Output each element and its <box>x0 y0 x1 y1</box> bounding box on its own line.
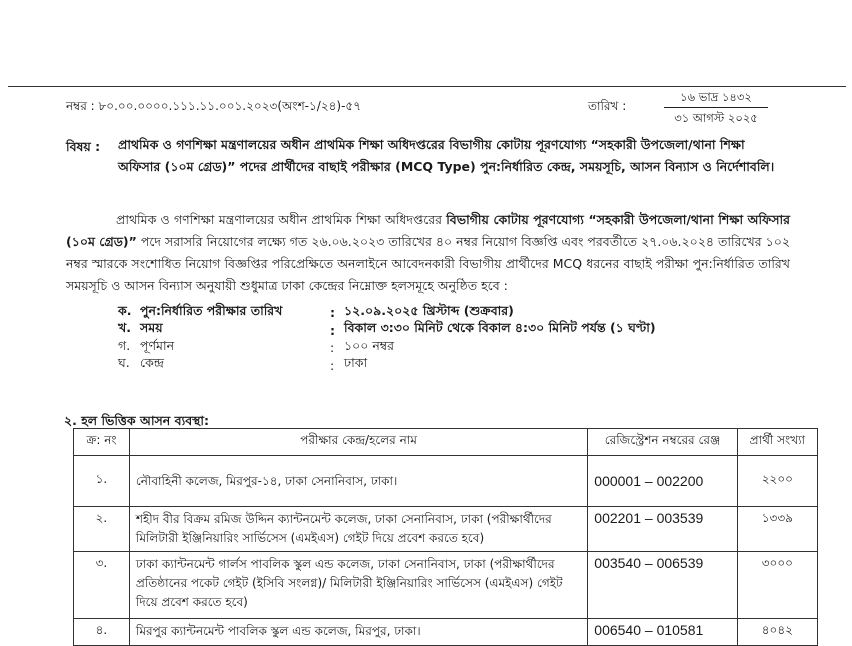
schedule-key: গ. <box>118 337 131 353</box>
schedule-key: খ. <box>118 320 131 336</box>
row-hall-name: নৌবাহিনী কলেজ, মিরপুর-১৪, ঢাকা সেনানিবাস, ঢাকা। <box>129 456 587 507</box>
row-reg-range: 000001 – 002200 <box>588 456 737 507</box>
intro-part2: পদে সরাসরি নিয়োগের লক্ষ্যে গত ২৬.০৬.২০২৩ তারিখের ৪০ নম্বর নিয়োগ বিজ্ঞপ্তি এবং পরবর্তীতে ২৭.০৬.২০২৪ তারিখের ১০২ নম্বর স্মারকে সংশোধিত নিয়োগ বিজ্ঞপ্তির পরিপ্রেক্ষিতে অনলাইনে আবেদনকারী বিভাগীয় প্রার্থীদের MCQ ধরনের বাছাই পরীক্ষা পুন:নির্ধারিত তারিখ সময়সূচি ও আসন বিন্যাস অনুযায়ী শুধুমাত্র ঢাকা কেন্দ্রের নিম্নোক্ত হলসমূহে অনুষ্ঠিত হবে : <box>66 234 790 293</box>
row-serial: ৪. <box>74 619 130 646</box>
schedule-value: ১০০ নম্বর <box>344 337 395 353</box>
header-serial: ক্র: নং <box>74 429 130 456</box>
date-divider <box>664 107 768 108</box>
schedule-item-time <box>118 322 768 340</box>
row-hall-name: ঢাকা ক্যান্টনমেন্ট গার্লস পাবলিক স্কুল এন্ড কলেজ, ঢাকা সেনানিবাস, ঢাকা (পরীক্ষার্থীদের প্রতিষ্ঠানের পকেট গেইট (ইসিবি সংলগ্ন)/ মিলিটারী ইঞ্জিনিয়ারিং সার্ভিসেস (এমইএস) গেইট দিয়ে প্রবেশ করতে হবে) <box>129 552 587 619</box>
schedule-list <box>118 304 768 374</box>
date-label: তারিখ : <box>588 99 627 113</box>
date-block <box>664 89 768 126</box>
table-row <box>74 552 818 619</box>
row-candidate-count: ৪০৪২ <box>737 619 817 646</box>
row-candidate-count: ৩০০০ <box>737 552 817 619</box>
schedule-label: কেন্দ্র <box>140 355 164 371</box>
date-english: ৩১ আগস্ট ২০২৫ <box>674 111 758 125</box>
row-serial: ৩. <box>74 552 130 619</box>
schedule-key: ক. <box>118 302 132 318</box>
schedule-label: পুন:নির্ধারিত পরীক্ষার তারিখ <box>140 302 283 318</box>
intro-paragraph <box>66 209 790 297</box>
row-candidate-count: ১৩৩৯ <box>737 507 817 552</box>
header-hall-name: পরীক্ষার কেন্দ্র/হলের নাম <box>129 429 587 456</box>
row-candidate-count: ২২০০ <box>737 456 817 507</box>
schedule-value: বিকাল ৩:৩০ মিনিট থেকে বিকাল ৪:৩০ মিনিট পর্যন্ত (১ ঘণ্টা) <box>344 320 656 336</box>
row-serial: ১. <box>74 456 130 507</box>
hall-table <box>73 428 818 646</box>
table-row <box>74 456 818 507</box>
table-row <box>74 619 818 646</box>
row-hall-name: শহীদ বীর বিক্রম রমিজ উদ্দিন ক্যান্টনমেন্ট কলেজ, ঢাকা সেনানিবাস, ঢাকা (পরীক্ষার্থীদের মিলিটারী ইঞ্জিনিয়ারিং সার্ভিসেস (এমইএস) গেইট দিয়ে প্রবেশ করতে হবে) <box>129 507 587 552</box>
row-serial: ২. <box>74 507 130 552</box>
schedule-colon: : <box>330 305 335 321</box>
memo-number: নম্বর : ৮০.০০.০০০০.১১১.১১.০০১.২০২৩(অংশ-১/২৪)-৫৭ <box>66 99 362 113</box>
row-reg-range: 006540 – 010581 <box>588 619 737 646</box>
subject-label: বিষয় : <box>66 139 101 154</box>
intro-part1: প্রাথমিক ও গণশিক্ষা মন্ত্রণালয়ের অধীন প্রাথমিক শিক্ষা অধিদপ্তরের <box>116 212 447 227</box>
table-row <box>74 507 818 552</box>
schedule-item-date <box>118 304 768 322</box>
schedule-colon: : <box>330 322 335 338</box>
row-hall-name: মিরপুর ক্যান্টনমেন্ট পাবলিক স্কুল এন্ড কলেজ, মিরপুর, ঢাকা। <box>129 619 587 646</box>
schedule-label: সময় <box>140 320 163 336</box>
header-reg-range: রেজিস্ট্রেশন নম্বরের রেঞ্জ <box>588 429 737 456</box>
schedule-colon: : <box>330 340 335 356</box>
schedule-key: ঘ. <box>118 355 130 371</box>
date-bangla: ১৬ ভাদ্র ১৪৩২ <box>680 90 752 104</box>
schedule-label: পূর্ণমান <box>140 337 175 353</box>
schedule-colon: : <box>330 357 335 373</box>
row-reg-range: 002201 – 003539 <box>588 507 737 552</box>
schedule-item-marks <box>118 339 768 357</box>
header-divider <box>8 86 846 87</box>
schedule-value: ১২.০৯.২০২৫ খ্রিস্টাব্দ (শুক্রবার) <box>344 302 514 318</box>
header-candidate-count: প্রার্থী সংখ্যা <box>737 429 817 456</box>
intro-bold: বিভাগীয় কোটায় পূরণযোগ্য “সহকারী উপজেলা/থানা শিক্ষা অফিসার (১০ম গ্রেড)” <box>66 212 790 249</box>
schedule-item-centre <box>118 357 768 375</box>
table-header-row <box>74 429 818 456</box>
schedule-value: ঢাকা <box>344 355 368 371</box>
row-reg-range: 003540 – 006539 <box>588 552 737 619</box>
hall-section-heading: ২. হল ভিত্তিক আসন ব্যবস্থা: <box>64 413 210 428</box>
subject-text: প্রাথমিক ও গণশিক্ষা মন্ত্রণালয়ের অধীন প্রাথমিক শিক্ষা অধিদপ্তরের বিভাগীয় কোটায় পূরণযোগ্য “সহকারী উপজেলা/থানা শিক্ষা অফিসার (১০ম গ্রেড)” পদের প্রার্থীদের বাছাই পরীক্ষার (MCQ Type) পুন:নির্ধারিত কেন্দ্র, সময়সূচি, আসন বিন্যাস ও নির্দেশাবলি। <box>118 137 775 174</box>
